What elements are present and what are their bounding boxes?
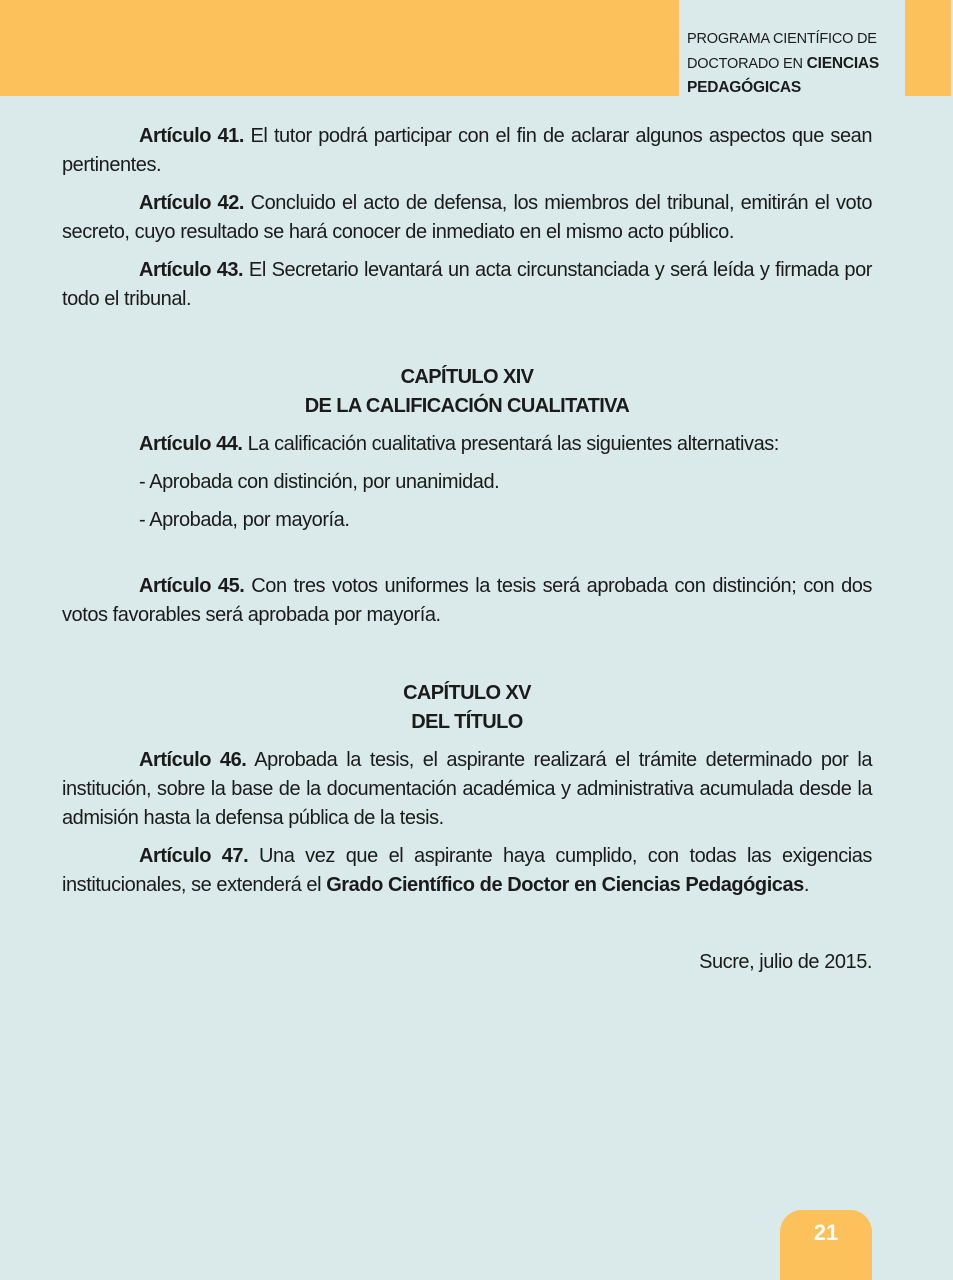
page-number: 21 xyxy=(813,1220,839,1245)
article-43 xyxy=(62,256,872,314)
spacer xyxy=(62,639,872,679)
document-body xyxy=(62,122,872,977)
degree-name: Grado Científico de Doctor en Ciencias Pedagógicas xyxy=(326,874,804,896)
place-date-signature: Sucre, julio de 2015. xyxy=(699,951,872,973)
chapter-number: CAPÍTULO XV xyxy=(403,682,531,704)
article-text: Concluido el acto de defensa, los miembros del tribunal, emitirán el voto secreto, cuyo resultado se hará conocer de inmediato en el mismo acto público. xyxy=(62,192,872,243)
page-number-tab xyxy=(780,1210,872,1280)
running-header xyxy=(679,0,905,96)
spacer xyxy=(62,544,872,572)
article-label: Artículo 42. xyxy=(139,192,244,214)
article-label: Artículo 47. xyxy=(139,845,249,867)
article-45 xyxy=(62,572,872,630)
header-line-2 xyxy=(687,52,905,77)
article-42 xyxy=(62,189,872,247)
article-text: El tutor podrá participar con el fin de aclarar algunos aspectos que sean pertinentes. xyxy=(62,125,872,176)
chapter-title: DEL TÍTULO xyxy=(411,711,523,733)
article-text: El Secretario levantará un acta circunstanciada y será leída y firmada por todo el tribunal. xyxy=(62,259,872,310)
header-line-3 xyxy=(687,76,905,101)
article-47 xyxy=(62,842,872,900)
header-line-3-bold: PEDAGÓGICAS xyxy=(687,79,802,96)
header-line-2-bold: CIENCIAS xyxy=(806,54,880,72)
header-line-2-regular: DOCTORADO EN xyxy=(687,55,807,72)
list-item: - Aprobada, por mayoría. xyxy=(139,509,350,531)
article-label: Artículo 41. xyxy=(139,125,244,147)
article-label: Artículo 44. xyxy=(139,433,243,455)
spacer xyxy=(62,323,872,363)
header-line-1: PROGRAMA CIENTÍFICO DE xyxy=(687,31,877,47)
article-46 xyxy=(62,746,872,833)
chapter-14-heading xyxy=(62,363,872,421)
article-text: Una vez que el aspirante haya cumplido, con todas las exigencias institucionales, se extenderá el xyxy=(62,845,872,896)
article-label: Artículo 43. xyxy=(139,259,244,281)
article-label: Artículo 45. xyxy=(139,575,245,597)
article-label: Artículo 46. xyxy=(139,749,247,771)
article-41 xyxy=(62,122,872,180)
chapter-title: DE LA CALIFICACIÓN CUALITATIVA xyxy=(304,395,630,417)
article-text: Aprobada la tesis, el aspirante realizará el trámite determinado por la institución, sobre la base de la documentación académica y administrativa acumulada desde la admisión hasta la defensa pública de la tesis. xyxy=(62,749,872,829)
chapter-number: CAPÍTULO XIV xyxy=(400,366,534,388)
article-44 xyxy=(62,430,872,459)
list-item: - Aprobada con distinción, por unanimidad. xyxy=(139,471,500,493)
article-text: Con tres votos uniformes la tesis será aprobada con distinción; con dos votos favorables será aprobada por mayoría. xyxy=(62,575,872,626)
chapter-15-heading xyxy=(62,679,872,737)
article-text: La calificación cualitativa presentará las siguientes alternativas: xyxy=(242,433,779,455)
article-text-end: . xyxy=(803,874,809,896)
